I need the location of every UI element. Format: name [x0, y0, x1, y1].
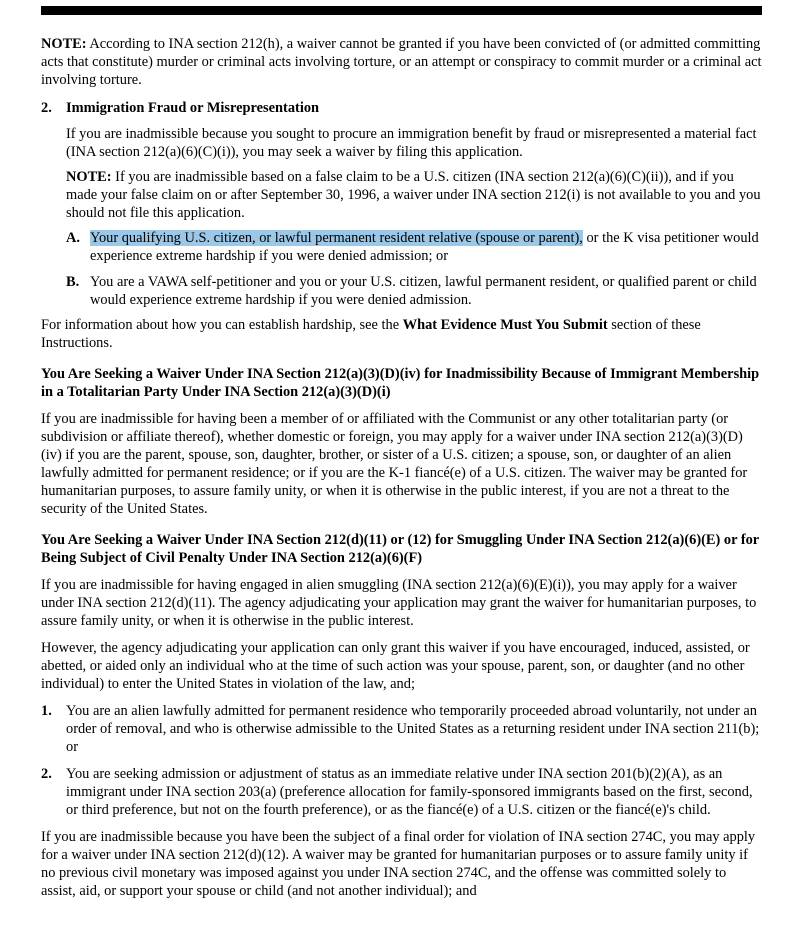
- false-claim-note-label: NOTE:: [66, 169, 112, 185]
- list-item-b-text: You are a VAWA self-petitioner and you or your U.S. citizen, lawful permanent resident, or qualified parent or child would experience extreme hardship if you were denied admission.: [90, 274, 757, 308]
- list-item-b-letter: B.: [66, 274, 80, 290]
- fraud-paragraph: If you are inadmissible because you sought to procure an immigration benefit by fraud or misrepresented a material fact (INA section 212(a)(6)(C)(i)), you may seek a waiver by filing this application.: [66, 126, 757, 160]
- totalitarian-paragraph: If you are inadmissible for having been a member of or affiliated with the Communist or any other totalitarian party (or subdivision or affiliate thereof), whether domestic or foreign, you may apply for a waiver under INA section 212(a)(3)(D)(iv) if you are the parent, spouse, son, daughter, brother, or sister of a U.S. citizen; a spouse, son, or daughter of an alien lawfully admitted for permanent residence; or if you are the K-1 fiancé(e) of a U.S. citizen. The waiver may be granted for humanitarian purposes, to assure family unity, or when it is otherwise in the public interest, if you are not a threat to the security of the United States.: [41, 411, 748, 517]
- section-2-title: Immigration Fraud or Misrepresentation: [66, 100, 320, 116]
- hardship-section-ref: What Evidence Must You Submit: [402, 317, 608, 333]
- hardship-pre: For information about how you can establish hardship, see the: [41, 317, 403, 333]
- smuggling-item-2-number: 2.: [41, 766, 52, 782]
- list-item-b: [66, 273, 763, 309]
- smuggling-item-2: [41, 765, 763, 819]
- list-item-a: [66, 229, 763, 265]
- hardship-paragraph: [41, 316, 763, 352]
- smuggling-item-1: [41, 702, 763, 756]
- smuggling-item-1-text: You are an alien lawfully admitted for permanent residence who temporarily proceeded abroad voluntarily, not under an order of removal, and who is otherwise admissible to the United States as a returning resident under INA section 211(b); or: [66, 703, 760, 755]
- list-item-a-text: [90, 229, 763, 265]
- false-claim-note: [66, 168, 763, 222]
- document-content: [41, 35, 763, 900]
- smuggling-paragraph-1: If you are inadmissible for having engaged in alien smuggling (INA section 212(a)(6)(E)(i)), you may apply for a waiver under INA section 212(d)(11). The agency adjudicating your application may grant the waiver for humanitarian purposes, to assure family unity, or when it is otherwise in the public interest.: [41, 577, 757, 629]
- note-murder: [41, 35, 763, 89]
- list-item-a-letter: A.: [66, 230, 80, 246]
- section-2-number: 2.: [41, 100, 52, 116]
- smuggling-paragraph-2: However, the agency adjudicating your application can only grant this waiver if you have encouraged, induced, assisted, or abetted, or aided only an individual who at the time of such action was your spouse, parent, son, or daughter (and no other individual) to enter the United States in violation of the law, and;: [41, 640, 750, 692]
- smuggling-item-2-text: You are seeking admission or adjustment of status as an immediate relative under INA section 201(b)(2)(A), as an immigrant under INA section 203(a) (preference allocation for family-sponsored immigrants based on the first, second, or third preference, but not on the fourth preference), or as the fiancé(e) of a U.S. citizen or the fiancé(e)'s child.: [66, 766, 753, 818]
- smuggling-heading: You Are Seeking a Waiver Under INA Section 212(d)(11) or (12) for Smuggling Under INA Section 212(a)(6)(E) or for Being Subject of Civil Penalty Under INA Section 212(a)(6)(F): [41, 532, 759, 566]
- note-text: According to INA section 212(h), a waiver cannot be granted if you have been convicted of (or admitted committing acts that constitute) murder or criminal acts involving torture, or an attempt or conspiracy to commit murder or a criminal act involving torture.: [41, 36, 762, 88]
- hardship-post: section of these Instructions.: [41, 317, 701, 351]
- false-claim-note-text: If you are inadmissible based on a false claim to be a U.S. citizen (INA section 212(a)(6)(C)(ii)), and if you made your false claim on or after September 30, 1996, a waiver under INA section 212(i) is not available to you and you should not file this application.: [66, 169, 761, 221]
- civil-penalty-paragraph: If you are inadmissible because you have been the subject of a final order for violation of INA section 274C, you may apply for a waiver under INA section 212(d)(12). A waiver may be granted for humanitarian purposes or to assure family unity if no previous civil monetary was imposed against you under INA section 274C, and the offense was committed solely to assist, aid, or support your spouse or child (and not another individual); and: [41, 829, 756, 899]
- section-2-heading: [41, 99, 763, 117]
- totalitarian-heading: You Are Seeking a Waiver Under INA Section 212(a)(3)(D)(iv) for Inadmissibility Because of Immigrant Membership in a Totalitarian Party Under INA Section 212(a)(3)(D)(i): [41, 366, 760, 400]
- list-item-a-rest: or the K visa petitioner would experience extreme hardship if you were denied admission; or: [90, 230, 759, 264]
- note-label: NOTE:: [41, 36, 87, 52]
- highlighted-text[interactable]: Your qualifying U.S. citizen, or lawful permanent resident relative (spouse or parent),: [90, 230, 583, 246]
- smuggling-item-1-number: 1.: [41, 703, 52, 719]
- header-rule: [41, 6, 762, 15]
